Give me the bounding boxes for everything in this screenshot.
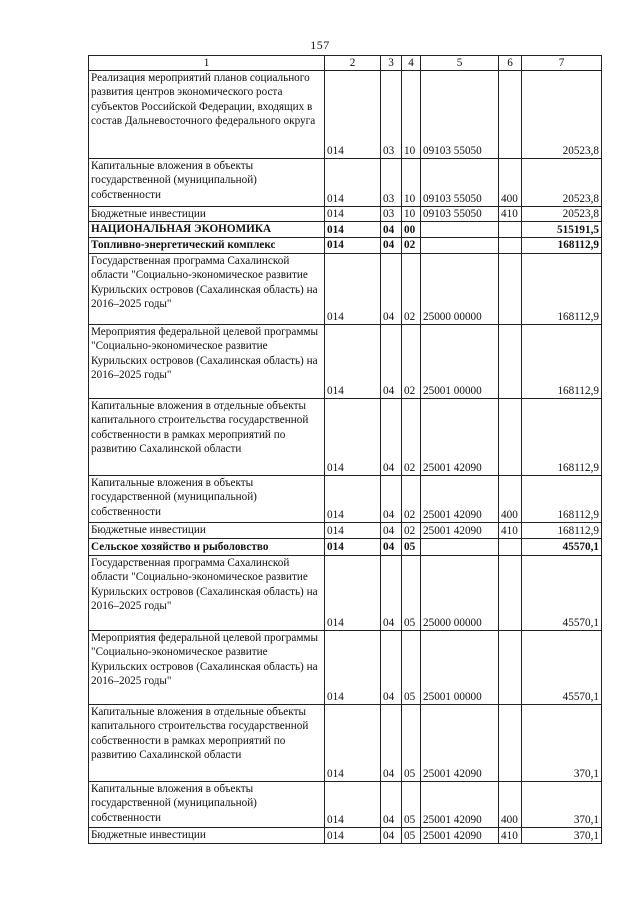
section-cell: 04 (381, 475, 402, 522)
section-cell: 04 (381, 555, 402, 630)
expense-type-cell (499, 398, 522, 475)
expense-type-cell: 400 (499, 781, 522, 827)
target-article-cell: 25001 00000 (421, 630, 499, 704)
table-row (89, 781, 602, 827)
table-row (89, 475, 602, 522)
subsection-cell: 02 (402, 475, 421, 522)
amount-cell: 168112,9 (522, 324, 602, 398)
row-name-cell: Реализация мероприятий планов социального развития центров экономического роста субъектов Российской Федерации, входящих в состав Дальневосточного федерального округа (89, 71, 325, 159)
section-cell: 04 (381, 253, 402, 324)
target-article-cell: 09103 55050 (421, 71, 499, 159)
admin-code-cell: 014 (325, 538, 381, 555)
amount-cell: 370,1 (522, 781, 602, 827)
table-header-row (89, 56, 602, 71)
amount-cell: 370,1 (522, 704, 602, 781)
table-row (89, 324, 602, 398)
target-article-cell: 25001 00000 (421, 324, 499, 398)
admin-code-cell: 014 (325, 398, 381, 475)
target-article-cell: 25001 42090 (421, 781, 499, 827)
amount-cell: 168112,9 (522, 522, 602, 538)
subsection-cell: 02 (402, 237, 421, 253)
section-cell: 03 (381, 207, 402, 222)
subsection-cell: 02 (402, 522, 421, 538)
subsection-cell: 05 (402, 781, 421, 827)
row-name-cell: Топливно-энергетический комплекс (89, 237, 325, 253)
subsection-cell: 02 (402, 324, 421, 398)
section-cell: 04 (381, 522, 402, 538)
amount-cell: 515191,5 (522, 222, 602, 237)
column-header: 7 (522, 56, 602, 71)
admin-code-cell: 014 (325, 781, 381, 827)
section-cell: 04 (381, 237, 402, 253)
subsection-cell: 02 (402, 253, 421, 324)
expense-type-cell (499, 253, 522, 324)
admin-code-cell: 014 (325, 159, 381, 207)
subsection-cell: 05 (402, 704, 421, 781)
amount-cell: 168112,9 (522, 253, 602, 324)
target-article-cell (421, 237, 499, 253)
amount-cell: 20523,8 (522, 159, 602, 207)
expense-type-cell (499, 555, 522, 630)
section-cell: 04 (381, 398, 402, 475)
section-cell: 04 (381, 324, 402, 398)
admin-code-cell: 014 (325, 555, 381, 630)
admin-code-cell: 014 (325, 207, 381, 222)
admin-code-cell: 014 (325, 475, 381, 522)
admin-code-cell: 014 (325, 827, 381, 843)
admin-code-cell: 014 (325, 71, 381, 159)
target-article-cell: 25001 42090 (421, 475, 499, 522)
expense-type-cell: 410 (499, 522, 522, 538)
table-row (89, 253, 602, 324)
section-cell: 04 (381, 222, 402, 237)
admin-code-cell: 014 (325, 630, 381, 704)
table-row (89, 704, 602, 781)
target-article-cell (421, 538, 499, 555)
table-row (89, 71, 602, 159)
section-cell: 04 (381, 704, 402, 781)
expense-type-cell (499, 71, 522, 159)
column-header: 6 (499, 56, 522, 71)
target-article-cell: 25000 00000 (421, 555, 499, 630)
subsection-cell: 05 (402, 630, 421, 704)
admin-code-cell: 014 (325, 253, 381, 324)
expense-type-cell: 400 (499, 475, 522, 522)
subsection-cell: 05 (402, 827, 421, 843)
table-row (89, 538, 602, 555)
row-name-cell: Государственная программа Сахалинской области "Социально-экономическое развитие Курильских островов (Сахалинская область) на 2016–2025 годы" (89, 555, 325, 630)
subsection-cell: 02 (402, 398, 421, 475)
amount-cell: 45570,1 (522, 630, 602, 704)
admin-code-cell: 014 (325, 222, 381, 237)
amount-cell: 168112,9 (522, 398, 602, 475)
target-article-cell: 25001 42090 (421, 704, 499, 781)
column-header: 4 (402, 56, 421, 71)
row-name-cell: НАЦИОНАЛЬНАЯ ЭКОНОМИКА (89, 222, 325, 237)
column-header: 5 (421, 56, 499, 71)
table-row (89, 237, 602, 253)
subsection-cell: 05 (402, 555, 421, 630)
row-name-cell: Капитальные вложения в отдельные объекты капитального строительства государственной собственности в рамках мероприятий по развитию Сахалинской области (89, 704, 325, 781)
target-article-cell (421, 222, 499, 237)
admin-code-cell: 014 (325, 237, 381, 253)
row-name-cell: Мероприятия федеральной целевой программы "Социально-экономическое развитие Курильских островов (Сахалинская область) на 2016–2025 годы" (89, 630, 325, 704)
amount-cell: 20523,8 (522, 71, 602, 159)
row-name-cell: Государственная программа Сахалинской области "Социально-экономическое развитие Курильских островов (Сахалинская область) на 2016–2025 годы" (89, 253, 325, 324)
column-header: 3 (381, 56, 402, 71)
table-row (89, 827, 602, 843)
expense-type-cell (499, 324, 522, 398)
target-article-cell: 25000 00000 (421, 253, 499, 324)
expense-type-cell (499, 704, 522, 781)
section-cell: 03 (381, 71, 402, 159)
row-name-cell: Бюджетные инвестиции (89, 522, 325, 538)
table-row (89, 522, 602, 538)
column-header: 2 (325, 56, 381, 71)
expense-type-cell (499, 222, 522, 237)
section-cell: 04 (381, 827, 402, 843)
subsection-cell: 10 (402, 159, 421, 207)
subsection-cell: 05 (402, 538, 421, 555)
table-row (89, 398, 602, 475)
table-row (89, 630, 602, 704)
table-row (89, 222, 602, 237)
budget-table (88, 55, 602, 844)
amount-cell: 168112,9 (522, 475, 602, 522)
row-name-cell: Мероприятия федеральной целевой программы "Социально-экономическое развитие Курильских островов (Сахалинская область) на 2016–2025 годы" (89, 324, 325, 398)
expense-type-cell (499, 630, 522, 704)
expense-type-cell: 410 (499, 827, 522, 843)
expense-type-cell: 410 (499, 207, 522, 222)
admin-code-cell: 014 (325, 522, 381, 538)
table-body (89, 56, 602, 844)
target-article-cell: 25001 42090 (421, 827, 499, 843)
section-cell: 04 (381, 630, 402, 704)
expense-type-cell (499, 538, 522, 555)
row-name-cell: Капитальные вложения в объекты государственной (муниципальной) собственности (89, 781, 325, 827)
expense-type-cell: 400 (499, 159, 522, 207)
table-row (89, 555, 602, 630)
subsection-cell: 10 (402, 71, 421, 159)
row-name-cell: Сельское хозяйство и рыболовство (89, 538, 325, 555)
row-name-cell: Капитальные вложения в объекты государственной (муниципальной) собственности (89, 475, 325, 522)
row-name-cell: Бюджетные инвестиции (89, 207, 325, 222)
target-article-cell: 09103 55050 (421, 159, 499, 207)
expense-type-cell (499, 237, 522, 253)
amount-cell: 370,1 (522, 827, 602, 843)
amount-cell: 45570,1 (522, 555, 602, 630)
admin-code-cell: 014 (325, 704, 381, 781)
page-number: 157 (310, 38, 330, 52)
row-name-cell: Капитальные вложения в отдельные объекты капитального строительства государственной собственности в рамках мероприятий по развитию Сахалинской области (89, 398, 325, 475)
table-row (89, 159, 602, 207)
admin-code-cell: 014 (325, 324, 381, 398)
target-article-cell: 25001 42090 (421, 398, 499, 475)
row-name-cell: Бюджетные инвестиции (89, 827, 325, 843)
amount-cell: 45570,1 (522, 538, 602, 555)
subsection-cell: 10 (402, 207, 421, 222)
row-name-cell: Капитальные вложения в объекты государственной (муниципальной) собственности (89, 159, 325, 207)
section-cell: 04 (381, 538, 402, 555)
amount-cell: 20523,8 (522, 207, 602, 222)
table-row (89, 207, 602, 222)
subsection-cell: 00 (402, 222, 421, 237)
amount-cell: 168112,9 (522, 237, 602, 253)
section-cell: 04 (381, 781, 402, 827)
target-article-cell: 09103 55050 (421, 207, 499, 222)
section-cell: 03 (381, 159, 402, 207)
column-header: 1 (89, 56, 325, 71)
target-article-cell: 25001 42090 (421, 522, 499, 538)
